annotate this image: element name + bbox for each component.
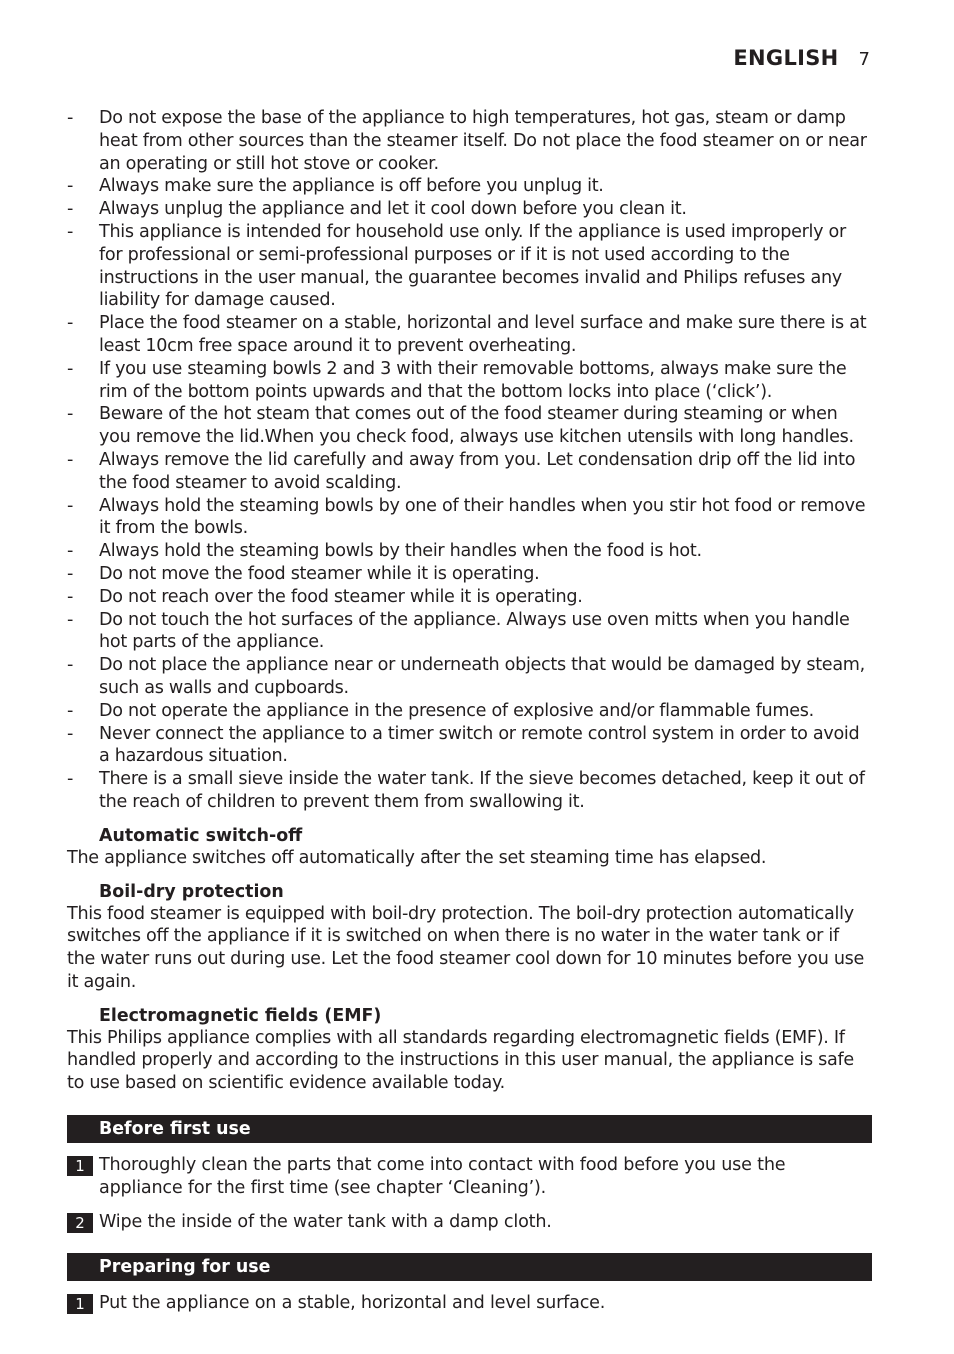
list-item-text: Always hold the steaming bowls by one of their handles when you stir hot food or remove it from the bowls. bbox=[99, 495, 866, 539]
bullet-dash: - bbox=[67, 655, 74, 676]
safety-warnings-list bbox=[67, 107, 872, 814]
bullet-dash: - bbox=[67, 449, 74, 470]
step-item bbox=[67, 1211, 872, 1234]
list-item-text: Always hold the steaming bowls by their handles when the food is hot. bbox=[99, 541, 702, 562]
before-first-use-bar: Before first use bbox=[67, 1115, 872, 1143]
bullet-dash: - bbox=[67, 609, 74, 630]
emf-heading: Electromagnetic fields (EMF) bbox=[99, 1005, 382, 1026]
boil-dry-heading: Boil-dry protection bbox=[99, 881, 284, 902]
language-label: ENGLISH bbox=[733, 46, 839, 70]
list-item bbox=[67, 586, 872, 609]
bullet-dash: - bbox=[67, 541, 74, 562]
list-item bbox=[67, 540, 872, 563]
step-item bbox=[67, 1292, 872, 1315]
list-item bbox=[67, 107, 872, 175]
page-header bbox=[733, 46, 870, 70]
list-item bbox=[67, 175, 872, 198]
list-item-text: Never connect the appliance to a timer switch or remote control system in order to avoid a hazardous situation. bbox=[99, 723, 860, 767]
list-item bbox=[67, 403, 872, 449]
boil-dry-text: This food steamer is equipped with boil-dry protection. The boil-dry protection automatically switches off the appliance if it is switched on when there is no water in the water tank or if the water runs out during use. Let the food steamer cool down for 10 minutes before you use it again. bbox=[67, 903, 865, 992]
bullet-dash: - bbox=[67, 495, 74, 516]
list-item-text: Beware of the hot steam that comes out of the food steamer during steaming or when you remove the lid.When you check food, always use kitchen utensils with long handles. bbox=[99, 404, 854, 448]
list-item-text: This appliance is intended for household use only. If the appliance is used improperly or for professional or semi-professional purposes or if it is not used according to the instructions in the user manual, the guarantee becomes invalid and Philips refuses any liability for damage caused. bbox=[99, 221, 846, 311]
list-item-text: Do not operate the appliance in the presence of explosive and/or flammable fumes. bbox=[99, 700, 814, 721]
list-item-text: If you use steaming bowls 2 and 3 with their removable bottoms, always make sure the rim of the bottom points upwards and that the bottom locks into place (‘click’). bbox=[99, 358, 847, 402]
list-item-text: Always remove the lid carefully and away from you. Let condensation drip off the lid into the food steamer to avoid scalding. bbox=[99, 449, 856, 493]
emf-text: This Philips appliance complies with all standards regarding electromagnetic fields (EMF). If handled properly and according to the instructions in this user manual, the appliance is safe to use based on scientific evidence available today. bbox=[67, 1027, 854, 1094]
bullet-dash: - bbox=[67, 723, 74, 744]
bullet-dash: - bbox=[67, 221, 74, 242]
step-number-badge: 1 bbox=[67, 1294, 93, 1314]
list-item bbox=[67, 495, 872, 541]
list-item-text: Do not move the food steamer while it is operating. bbox=[99, 563, 540, 584]
bullet-dash: - bbox=[67, 313, 74, 334]
list-item-text: There is a small sieve inside the water tank. If the sieve becomes detached, keep it out of the reach of children to prevent them from swallowing it. bbox=[99, 769, 865, 812]
step-text: Wipe the inside of the water tank with a damp cloth. bbox=[99, 1211, 552, 1232]
list-item bbox=[67, 312, 872, 358]
step-text: Thoroughly clean the parts that come into contact with food before you use the appliance for the first time (see chapter ‘Cleaning’). bbox=[99, 1155, 786, 1198]
page-number: 7 bbox=[858, 49, 870, 70]
list-item bbox=[67, 358, 872, 404]
list-item-text: Do not reach over the food steamer while it is operating. bbox=[99, 586, 583, 607]
step-number-badge: 1 bbox=[67, 1156, 93, 1176]
step-item bbox=[67, 1154, 872, 1200]
list-item-text: Do not place the appliance near or underneath objects that would be damaged by steam, such as walls and cupboards. bbox=[99, 655, 865, 698]
bullet-dash: - bbox=[67, 404, 74, 425]
bullet-dash: - bbox=[67, 700, 74, 721]
list-item bbox=[67, 723, 872, 769]
list-item bbox=[67, 563, 872, 586]
list-item bbox=[67, 768, 872, 814]
list-item bbox=[67, 654, 872, 700]
auto-switch-off-heading: Automatic switch-off bbox=[99, 825, 303, 846]
preparing-for-use-bar: Preparing for use bbox=[67, 1253, 872, 1281]
bullet-dash: - bbox=[67, 769, 74, 790]
bullet-dash: - bbox=[67, 563, 74, 584]
list-item bbox=[67, 609, 872, 655]
bullet-dash: - bbox=[67, 176, 74, 197]
auto-switch-off-text: The appliance switches off automatically after the set steaming time has elapsed. bbox=[67, 847, 767, 868]
list-item-text: Do not expose the base of the appliance to high temperatures, hot gas, steam or damp heat from other sources than the steamer itself. Do not place the food steamer on or near an operating or still hot stove or cooker. bbox=[99, 108, 867, 174]
step-number-badge: 2 bbox=[67, 1213, 93, 1233]
page-content bbox=[67, 107, 872, 1326]
list-item bbox=[67, 449, 872, 495]
bullet-dash: - bbox=[67, 108, 74, 128]
list-item bbox=[67, 198, 872, 221]
list-item-text: Place the food steamer on a stable, horizontal and level surface and make sure there is at least 10cm free space around it to prevent overheating. bbox=[99, 313, 867, 356]
list-item bbox=[67, 700, 872, 723]
list-item-text: Always make sure the appliance is off before you unplug it. bbox=[99, 176, 604, 197]
bullet-dash: - bbox=[67, 199, 74, 220]
step-text: Put the appliance on a stable, horizontal and level surface. bbox=[99, 1293, 606, 1314]
list-item-text: Do not touch the hot surfaces of the appliance. Always use oven mitts when you handle hot parts of the appliance. bbox=[99, 609, 850, 653]
bullet-dash: - bbox=[67, 358, 74, 379]
bullet-dash: - bbox=[67, 586, 74, 607]
list-item-text: Always unplug the appliance and let it cool down before you clean it. bbox=[99, 199, 687, 220]
list-item bbox=[67, 221, 872, 312]
